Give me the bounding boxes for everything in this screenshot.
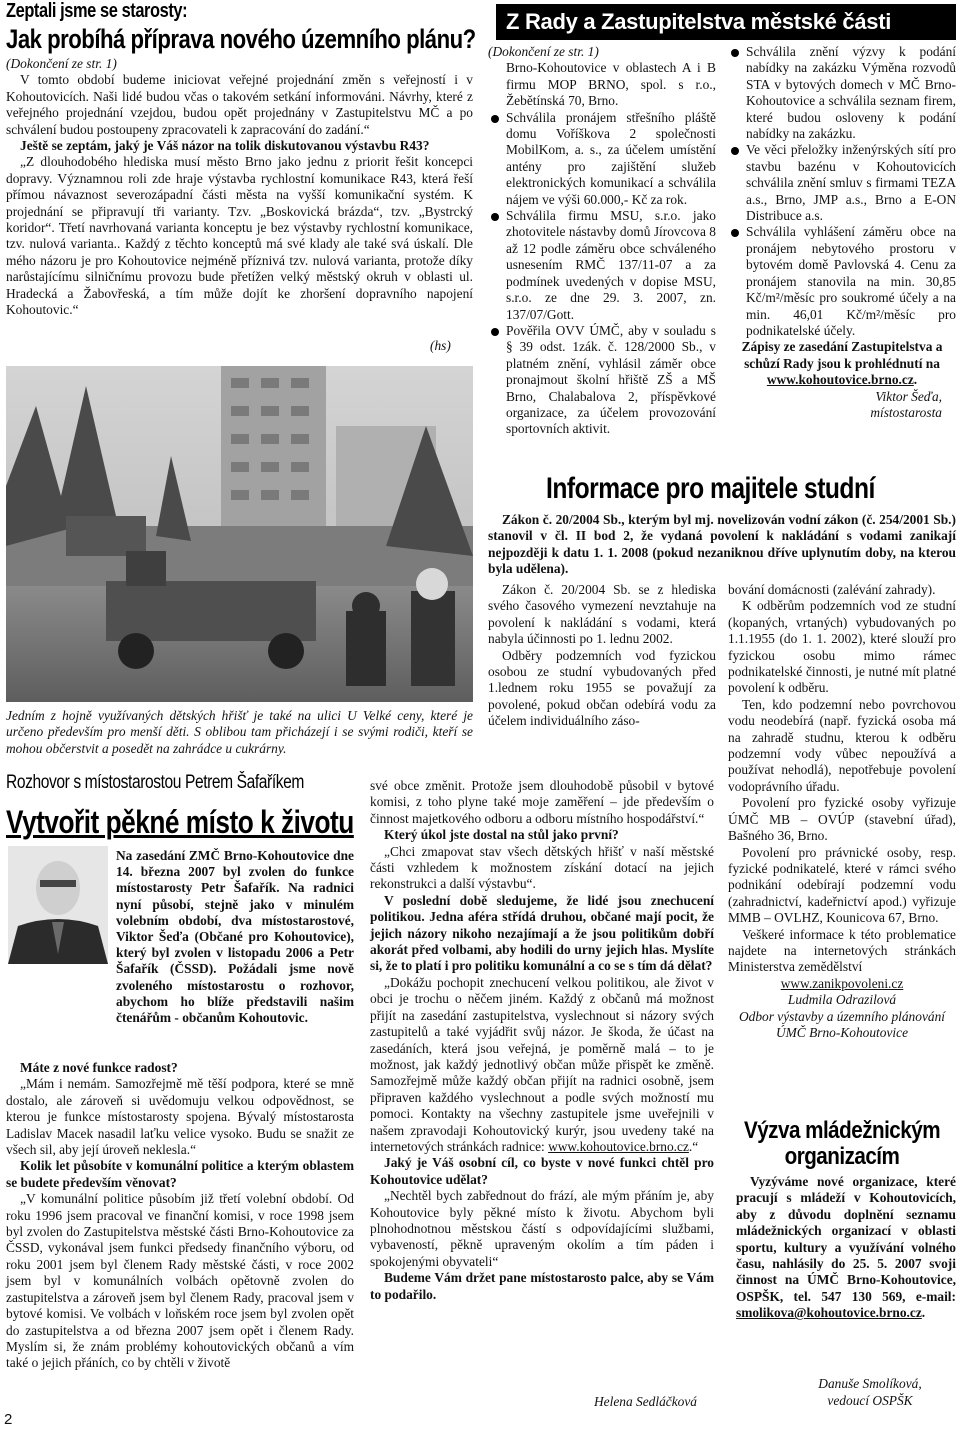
radnice-link[interactable]: www.kohoutovice.brno.cz (548, 1138, 689, 1154)
author-odrazilova-role: Odbor výstavby a územního plánování ÚMČ Brno-Kohoutovice (738, 1008, 946, 1040)
answer-cont: své obce změnit. Protože jsem dlouhodobě působil v bytové komisi, z toho plyne také moje zaměření – jde především o činnost majetkového odboru a odboru místního hospodářství.“ (370, 778, 714, 826)
answer (370, 975, 714, 1155)
rada-item-text: Schválila firmu MSU, s.r.o. jako zhotovitele nástavby domů Jírovcova 8 až 12 podle záměru obce schváleného usnesením RMČ 137/11-07 a za podmínek uvedených v dopise MSU, s.r.o. ze dne 29. 3. 2007, zn. 137/07/Gott. (506, 208, 716, 322)
rada-closing (728, 339, 956, 388)
rada-item (728, 142, 956, 224)
headline-uzemni-plan: Jak probíhá příprava nového územního plánu? (6, 24, 476, 54)
rada-item-text: Schválila vyhlášení záměru obce na pronájem nebytového prostoru v bytovém domě Pavlovská 4. Cenu za pronájem stanovila na min. 30,85 Kč/m²/měsíc pro soukromé účely a na min. 46,01 Kč/m²/měsíc pro podnikatelské účely. (746, 224, 956, 338)
bullet-dot (731, 229, 739, 237)
author-seda: Viktor Šeďa, (875, 388, 942, 404)
studne-col1 (488, 582, 716, 730)
studne-col2 (728, 582, 956, 1041)
rada-item-text: Pověřila OVV ÚMČ, aby v souladu s § 39 odst. 1zák. č. 128/2000 Sb., v platném znění, vyhlásil záměr obce pronajmout školní hřiště ZŠ a MŠ Brno, Chalabalova 2, příspěvkové organizace, za účelem provozování sportovních aktivit. (506, 322, 716, 437)
author-smolikova: Danuše Smolíková, (818, 1376, 922, 1391)
continued-note: (Dokončení ze str. 1) (6, 56, 117, 71)
rada-item (728, 44, 956, 142)
interview-lead-a (116, 848, 354, 1026)
headline-vyzva-1: Výzva mládežnickým (743, 1117, 941, 1144)
author-sedlackova: Helena Sedláčková (594, 1394, 697, 1409)
rada-item (488, 208, 716, 323)
question: Máte z nové funkce radost? (20, 1060, 178, 1075)
rada-item (728, 224, 956, 339)
closing-end: . (913, 372, 918, 388)
paragraph: bování domácnosti (zalévání zahrady). (728, 582, 936, 597)
rada-item-text: Schválila znění výzvy k podání nabídky na zakázku Výměna rozvodů STA v bytových domech v MČ Brno-Kohoutovice a schválila seznam firem, které budou osloveny k podání nabídky na zakázku. (746, 44, 956, 142)
paragraph: Veškeré informace k této problematice najdete na internetových stránkách Ministerstva zemědělství (728, 926, 956, 975)
continued-note: (Dokončení ze str. 1) (488, 44, 599, 59)
email-link[interactable]: smolikova@kohoutovice.brno.cz (736, 1305, 922, 1321)
rada-item-text: Schválila pronájem střešního pláště domu Voříškova 2 společnosti MobilKom, a. s., za účelem umístění antény pro zajištění služeb elektronických komunikací a schválila nájem ve výši 60.000,- Kč za rok. (506, 109, 716, 207)
bullet-dot (491, 115, 499, 123)
paragraph: „Z dlouhodobého hlediska musí město Brno jako jednu z priorit řešit koncepci dopravy. Významnou roli zde hraje výstavba rychlostní komunikace R43, která řeší přímou návaznost severozápadní části města na vyšší komunikační systém. K projednání se připravují tři varianty. Tzv. „Boskovická brázda“, tzv. „Bystrcký koridor“. Třetí navrhovaná varianta konceptu je bez výstavby rychlostní komunikace, tzv. nulová varianta.. Každý z těchto konceptů má své klady ale také svá úskalí. Dle mého názoru je pro Kohoutovice nejméně příznivá tzv. nulová varianta, protože díky narůstajícímu silničnímu provozu bude přetížen velký městský okruh v oblasti ul. Hradecká a Žabovřeská, a tím může dojít ke zhoršení dopravního napojení Kohoutovic.“ (6, 154, 473, 318)
zanikpovoleni-link[interactable]: www.zanikpovoleni.cz (780, 975, 904, 991)
answer: „Chci zmapovat stav všech dětských hřišť v naší městské části vzhledem k možnostem získání dotací na jejich rekonstrukci a další výstavbu“. (370, 843, 714, 892)
portrait-illustration (8, 846, 108, 964)
question: Jaký je Váš osobní cíl, co byste v nové funkci chtěl pro Kohoutovice udělat? (370, 1155, 714, 1187)
paragraph: K odběrům podzemních vod ze studní (kopaných, vrtaných) vybudovaných po 1.1.1955 (do 1. 1. 2002), které slouží pro fyzickou osobu mimo rámec podnikatelské činnosti, je nutné mít platné povolení k odběru. (728, 598, 956, 696)
answer: „V komunální politice působím již třetí volební období. Od roku 1996 jsem pracoval ve finanční komisi, v roce 1998 jsem byl zvolen do Zastupitelstva městské části Brno-Kohoutovice za ČSSD, vykonával jsem funkci předsedy finančního výboru, od roku 2001 jsem byl členem Rady městské části, v roce 2002 jsem byl v komunálních volbách opětovně zvolen do zastupitelstva a zároveň jsem byl členem Rady, pracoval jsem v bytové komisi. Ve volbách v loňském roce jsem byl zvolen opět do zastupitelstva a od března 2007 jsem opět i členem Rady. Myslím si, že znám problémy kohoutovických občanů a vím také o jejich přáních, co by chtěli v životě (6, 1191, 354, 1371)
article-uzemni-plan (6, 56, 473, 319)
headline-studne: Informace pro majitele studní (546, 472, 875, 505)
answer-end: .“ (688, 1138, 699, 1154)
paragraph: Zákon č. 20/2004 Sb. se z hlediska svého časového vymezení nevztahuje na povolení k nakládání s vodami, která nabyla účinnosti po 1. lednu 2002. (488, 582, 716, 647)
answer-text: „Dokážu pochopit znechucení velkou politikou, ale život v obci je trochu o něčem jiném. Každý z občanů má možnost přijít na zasedání zastupitelstva, vyslechnout si názory svých zastupitelů a také vyjádřit svůj názor. Je škoda, že účast na zasedáních, která jsou veřejná, je poměrně malá – to je možnost, jak každý jednotlivý občan může přispět ke změně. Samozřejmě může každý občan přijít na radnici osobně, jsem připraven každého vyslechnout a podle svých možností mu pomoci. Kontakty na všechny zastupitele jsme uveřejnili v našem zpravodaji Kohoutovický kurýr, jsou uvedeny také na internetových stránkách radnice: (370, 974, 714, 1154)
studne-lead (488, 512, 956, 578)
kicker-starosta: Zeptali jsme se starosty: (6, 0, 188, 22)
rada-item-text: Ve věci přeložky inženýrských sítí pro stavbu bazénu v Kohoutovicích schválila znění smluv s firmami TEZA a.s., Brno, JMP a.s., Brno a E-ON Distribuce a.s. (746, 142, 956, 224)
question: Který úkol jste dostal na stůl jako první? (384, 827, 619, 843)
interview-col2 (370, 778, 714, 1303)
closing-text: Zápisy ze zasedání Zastupitelstva a schůzí Rady jsou k prohlédnutí na (741, 339, 943, 371)
author-smolikova-role: vedoucí OSPŠK (827, 1393, 913, 1408)
answer: „Mám i nemám. Samozřejmě mě těší podpora, které se mně dostalo, ale zároveň si uvědomuju velkou odpovědnost, se kterou je funkce místostarosty spojena. Bývalý místostarosta Ladislav Macek nasadil laťku velice vysoko. Budu se snažit ze všech sil, aby její úroveň neklesla.“ (6, 1076, 354, 1158)
rada-intro: Brno-Kohoutovice v oblastech A i B firmu MOP BRNO, spol. s r.o., Žebětínská 70, Brno. (506, 60, 716, 109)
kicker-rozhovor: Rozhovor s místostarostou Petrem Šafaříkem (6, 772, 304, 793)
rada-col2 (728, 44, 956, 421)
vyzva-body (736, 1174, 956, 1322)
paragraph: Povolení pro fyzické osoby vyřizuje ÚMČ MB – OVÚP (stavební úřad), Bašného 36, Brno. (728, 795, 956, 844)
author-hs: (hs) (430, 338, 451, 353)
bullet-dot (491, 213, 499, 221)
headline-vyzva-2: organizacím (784, 1143, 900, 1170)
kohoutovice-link[interactable]: www.kohoutovice.brno.cz (766, 372, 914, 388)
question: Ještě se zeptám, jaký je Váš názor na tolik diskutovanou výstavbu R43? (20, 138, 430, 154)
headline-vytvorit-misto: Vytvořit pěkné místo k životu (6, 804, 354, 840)
vyzva-body-text: Vyzýváme nové organizace, které pracují s mládeží v Kohoutovicích, aby z důvodu doplnění seznamu mládežnických organizací v oblasti sportu, kultury a využívání volného času, nahlásily do 25. 5. 2007 svoji činnost na ÚMČ Brno-Kohoutovice, OSPŠK, tel. 547 130 569, e-mail: (736, 1174, 956, 1304)
page-number: 2 (4, 1411, 13, 1428)
paragraph: Ten, kdo podzemní nebo povrchovou vodu neodebírá (např. fyzická osoba má na zahradě studnu, kterou k odběru podzemní vody vůbec nepoužívá a používat nehodlá), nepotřebuje povolení vodoprávního úřadu. (728, 696, 956, 794)
paragraph: V tomto období budeme iniciovat veřejné projednání změn s veřejností i v Kohoutovicích. Naši lidé budou včas o takovém setkání informováni. Návrhy, které z veřejného projednání vzejdou, budou opět projednány v Zastupitelstvu MČ a po schválení budou postoupeny zpracovateli k zapracování do zadání.“ (6, 72, 473, 137)
closing: Budeme Vám držet pane místostarosto palce, aby se Vám to podařilo. (370, 1270, 714, 1302)
question: Kolik let působíte v komunální politice a kterým oblastem se budete především věnovat? (6, 1158, 354, 1190)
playground-photo (6, 366, 473, 702)
bullet-dot (491, 328, 499, 336)
paragraph: Odběry podzemních vod fyzickou osobou ze studní vybudovaných před 1.lednem roku 1955 se považují za povolené, pokud občan odebírá vodu za účelem individuálního záso- (488, 647, 716, 729)
question: V poslední době sledujeme, že lidé jsou znechucení politikou. Jedna aféra střídá druhou, občané mají pocit, že jejich názory nikoho nezajímají a že jsou politikům dobří akorát před volbami, aby hodili do urny jejich hlas. Myslíte si, že to platí i pro politiku komunální a co se s tím dá dělat? (370, 892, 714, 974)
paragraph: Povolení pro právnické osoby, resp. fyzické podnikatelé, které v rámci svého podnikání odebírají podzemní vodu (zahradnictví, kadeřnictví apod.) vyřizuje MMB – OVLHZ, Kounicova 67, Brno. (728, 844, 956, 926)
vyzva-headline (728, 1118, 956, 1170)
portrait-photo (8, 846, 108, 964)
rada-col1 (488, 44, 716, 438)
rada-item (488, 110, 716, 208)
bullet-dot (731, 147, 739, 155)
vyzva-text (736, 1174, 956, 1322)
rada-banner: Z Rady a Zastupitelstva městské části (496, 4, 956, 40)
lead-text: Na zasedání ZMČ Brno-Kohoutovice dne 14. března 2007 byl zvolen do funkce místostarosty Petr Šafařík. Na radnici nyní působí, stejně jako v minulém volebním období, dva místostarostové, Viktor Šeďa (Občané pro Kohoutovice), který byl zvolen v listopadu 2006 a Petr Šafařík (ČSSD). Požádali jsme nově zvoleného místostarostu o rozhovor, abychom ho blíže představili našim čtenářům - občanům Kohoutovic. (116, 848, 354, 1026)
playground-illustration (6, 366, 473, 702)
rada-item (488, 323, 716, 438)
author-seda-role: místostarosta (870, 404, 942, 420)
author-odrazilova: Ludmila Odrazilová (787, 992, 897, 1008)
lead-text: Zákon č. 20/2004 Sb., kterým byl mj. novelizován vodní zákon (č. 254/2001 Sb.) stanovil v čl. II bod 2, že vydaná povolení k nakládání s vodami zanikají nejpozději k datu 1. 1. 2008 (pokud nezaniknou dříve uplynutím doby, na kterou byla udělena). (488, 512, 956, 577)
photo-caption: Jedním z hojně využívaných dětských hřišť je také na ulici U Velké ceny, které je určeno především pro menší děti. S oblibou tam přicházejí i se svými rodiči, kteří se mohou občerstvit a posedět na zahrádce u cukrárny. (6, 708, 473, 756)
answer: „Nechtěl bych zabřednout do frází, ale mým přáním je, aby Kohoutovice byly pěkné místo k životu. Abychom byli plnohodnotnou městskou částí s odpovídajícími službami, vybaveností, pěkně upraveným okolím a tím páden i spokojenými obyvateli“ (370, 1188, 714, 1269)
vyzva-body-end: . (921, 1305, 926, 1321)
interview-col1 (6, 1060, 354, 1372)
bullet-dot (731, 49, 739, 57)
